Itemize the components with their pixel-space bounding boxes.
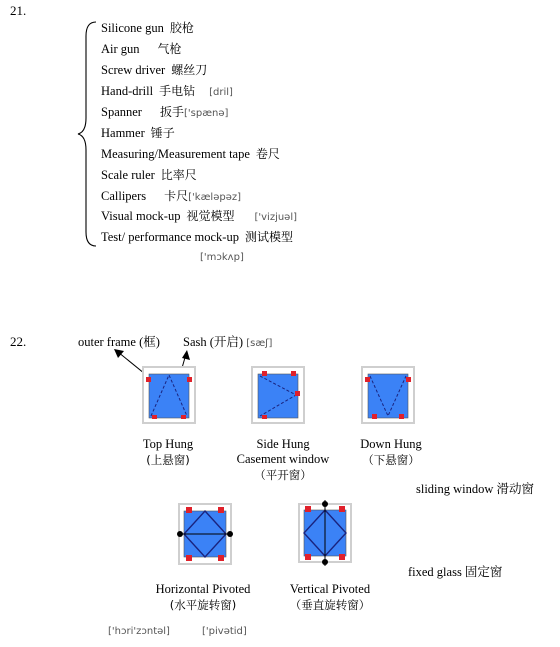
tool-list-item (101, 83, 233, 101)
tool-name-zh: 锤子 (150, 126, 175, 140)
tool-name: Screw driver (101, 63, 166, 77)
horizontal-ipa: ['hɔri'zɔntəl] (108, 626, 170, 637)
left-brace (78, 20, 98, 250)
section-21-number: 21. (10, 3, 27, 18)
tool-name: Silicone gun (101, 21, 164, 35)
tool-list-item (101, 229, 293, 245)
side-hung-zh: （平开窗） (254, 468, 312, 482)
tool-list-item (101, 125, 175, 141)
tool-ipa: ['vizjuəl] (254, 212, 298, 223)
tool-name: Spanner (101, 105, 142, 119)
tool-name-zh: 视觉模型 (186, 209, 235, 223)
vertical-pivoted-caption (270, 582, 390, 613)
sash-ipa: [sæʃ] (246, 338, 273, 349)
mockup-ipa: ['mɔkʌp] (200, 252, 244, 263)
tool-ipa: [dril] (209, 87, 233, 98)
tool-name: Test/ performance mock-up (101, 230, 239, 244)
tool-name-zh: 比率尺 (160, 168, 197, 182)
tool-list-item (101, 104, 228, 122)
section-22-number: 22. (10, 334, 27, 349)
side-hung-caption (218, 437, 348, 483)
tool-name-zh: 胶枪 (169, 21, 194, 35)
tool-list-item (101, 41, 182, 57)
tool-name: Scale ruler (101, 168, 155, 182)
tool-name-zh: 测试模型 (244, 230, 293, 244)
tool-name-zh: 扳手 (159, 105, 184, 119)
tool-name-zh: 卡尺 (164, 189, 189, 203)
tool-name: Measuring/Measurement tape (101, 147, 250, 161)
tool-name: Callipers (101, 189, 147, 203)
sash-label: Sash (开启) [sæʃ] (183, 335, 273, 349)
tool-name-zh: 手电钻 (159, 84, 196, 98)
top-hung-name: Top Hung (142, 437, 194, 451)
top-hung-window-icon (143, 367, 195, 423)
tool-name: Hand-drill (101, 84, 154, 98)
tool-ipa: ['spænə] (183, 108, 229, 119)
horizontal-pivoted-window-icon (177, 502, 233, 566)
vertical-pivoted-zh: （垂直旋转窗） (289, 598, 371, 612)
tool-name-zh: 螺丝刀 (171, 63, 208, 77)
sliding-window-label: sliding window 滑动窗 (416, 482, 535, 496)
horizontal-pivoted-name: Horizontal Pivoted (155, 582, 251, 596)
top-hung-caption (118, 437, 218, 468)
top-hung-zh: (上悬窗) (146, 453, 190, 467)
fixed-glass-label: fixed glass 固定窗 (408, 565, 503, 579)
tool-list-item (101, 62, 207, 78)
tool-name-zh: 卷尺 (255, 147, 280, 161)
tool-ipa: ['kæləpəz] (188, 192, 241, 203)
tool-list-item (101, 208, 297, 226)
tool-name-zh: 气枪 (157, 42, 182, 56)
vertical-pivoted-window-icon (297, 500, 353, 566)
outer-frame-label: outer frame (框) (78, 335, 160, 349)
down-hung-window-icon (362, 367, 414, 423)
tool-list-item (101, 146, 280, 162)
tool-list-item (101, 20, 194, 36)
horizontal-pivoted-caption (140, 582, 266, 613)
pivoted-ipa: ['pivətid] (202, 626, 247, 637)
side-hung-subname: Casement window (236, 452, 330, 466)
side-hung-window-icon (252, 367, 304, 423)
tool-list-item (101, 167, 197, 183)
tool-name: Visual mock-up (101, 209, 181, 223)
tool-name: Hammer (101, 126, 145, 140)
side-hung-name: Side Hung (256, 437, 310, 451)
tool-name: Air gun (101, 42, 140, 56)
horizontal-pivoted-zh: (水平旋转窗) (169, 598, 237, 612)
down-hung-zh: （下悬窗） (362, 453, 420, 467)
tool-list-item (101, 188, 241, 206)
vertical-pivoted-name: Vertical Pivoted (289, 582, 371, 596)
down-hung-caption (341, 437, 441, 468)
down-hung-name: Down Hung (360, 437, 422, 451)
